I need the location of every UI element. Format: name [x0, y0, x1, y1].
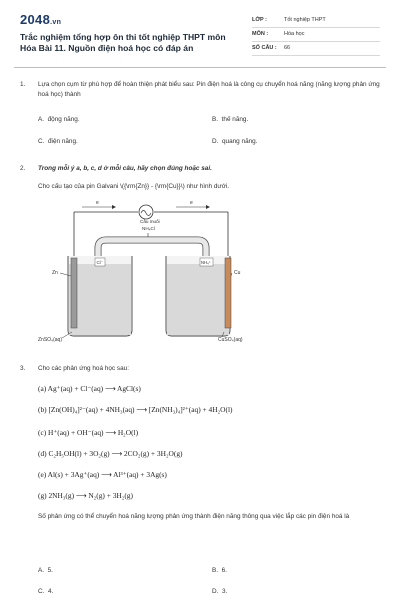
meta-count [252, 45, 290, 51]
meta-class [252, 17, 326, 23]
question-number: 1. [20, 81, 26, 88]
option-letter: C. [38, 138, 45, 145]
option-text: động năng. [47, 116, 80, 123]
reaction-c: (c) H⁺(aq) + OH⁻(aq) ⟶ H₂O(l) [38, 428, 139, 437]
question-text: Cho cấu tạo của pin Galvani \({\rm{Zn}} - {\rm{Cu}}\) như hình dưới. [38, 183, 230, 190]
option-a[interactable] [38, 116, 80, 123]
reaction-b: (b) [Zn(OH)₄]²⁻(aq) + 4NH₃(aq) ⟶ [Zn(NH₃)₄]²⁺(aq) + 4H₂O(l) [38, 405, 233, 414]
page-title: Trắc nghiệm tổng hợp ôn thi tốt nghiệp THPT môn Hóa Bài 11. Nguồn điện hoá học có đáp án [20, 32, 226, 53]
right-solution-label: CuSO₄(aq) [218, 337, 243, 343]
meta-key: LỚP : [252, 17, 267, 23]
header-divider [14, 67, 386, 68]
meter-icon [139, 205, 153, 219]
option-a[interactable] [38, 567, 53, 574]
option-letter: A. [38, 116, 45, 123]
meta-subject [252, 31, 305, 37]
option-letter: C. [38, 588, 45, 595]
option-b[interactable] [212, 567, 227, 574]
divider [252, 27, 380, 28]
site-logo[interactable] [20, 12, 61, 27]
right-solution [167, 264, 229, 335]
divider [252, 41, 380, 42]
salt-bridge-label: Cầu muối [140, 219, 160, 224]
option-d[interactable] [212, 588, 227, 595]
option-text: 3. [221, 588, 228, 595]
salt-label: NH₄Cl [142, 226, 155, 231]
meta-key: SỐ CÂU : [252, 45, 277, 51]
ammonium-ion-label: NH₄⁺ [201, 260, 211, 265]
left-solution [69, 264, 131, 335]
reaction-g: (g) 2NH₃(g) ⟶ N₂(g) + 3H₂(g) [38, 491, 133, 500]
meta-value: 66 [284, 45, 291, 51]
meta-value: Hóa học [284, 31, 305, 37]
electron-label: e [190, 200, 193, 206]
option-letter: A. [38, 567, 45, 574]
zn-electrode [71, 258, 77, 328]
option-text: thế năng. [221, 116, 249, 123]
cu-electrode [225, 258, 231, 328]
reaction-a: (a) Ag⁺(aq) + Cl⁻(aq) ⟶ AgCl(s) [38, 384, 141, 393]
chloride-ion-label: Cl⁻ [96, 260, 103, 265]
option-letter: B. [212, 567, 219, 574]
option-text: 6. [221, 567, 227, 574]
question-number: 2. [20, 165, 26, 172]
option-text: quang năng. [221, 138, 258, 145]
reaction-d: (d) C₂H₅OH(l) + 3O₂(g) ⟶ 2CO₂(g) + 3H₂O(g) [38, 449, 183, 458]
meta-key: MÔN : [252, 31, 269, 37]
option-text: điện năng. [47, 138, 78, 145]
arrowhead-icon [112, 205, 116, 209]
option-letter: D. [212, 138, 219, 145]
question-text: Lựa chọn cụm từ phù hợp để hoàn thiện phát biểu sau: Pin điện hoá là công cụ chuyển hoá năng (năng lượng phản ứng hoá học) thành [38, 81, 380, 98]
galvanic-cell-diagram [38, 198, 246, 348]
option-c[interactable] [38, 588, 53, 595]
question-prompt: Số phản ứng có thể chuyển hoá năng lượng phản ứng thành điện năng thông qua việc lắp các pin điện hoá là [38, 513, 350, 520]
logo-text: 2048 [20, 12, 51, 27]
cu-label: Cu [234, 270, 241, 276]
option-c[interactable] [38, 138, 78, 145]
question-heading: Trong mỗi ý a, b, c, d ở mỗi câu, hãy chọn đúng hoặc sai. [38, 165, 212, 172]
zn-label: Zn [52, 270, 58, 276]
question-number: 3. [20, 365, 26, 372]
left-solution-label: ZnSO₄(aq) [38, 337, 62, 343]
arrowhead-icon [206, 205, 210, 209]
meta-value: Tốt nghiệp THPT [284, 17, 326, 23]
logo-suffix: .vn [50, 19, 62, 26]
option-b[interactable] [212, 116, 248, 123]
reaction-e: (e) Al(s) + 3Ag⁺(aq) ⟶ Al³⁺(aq) + 3Ag(s) [38, 470, 167, 479]
option-text: 5. [47, 567, 53, 574]
option-text: 4. [47, 588, 54, 595]
option-letter: D. [212, 588, 219, 595]
divider [252, 55, 380, 56]
option-d[interactable] [212, 138, 258, 145]
option-letter: B. [212, 116, 219, 123]
electron-label: e [96, 200, 99, 206]
question-text: Cho các phản ứng hoá học sau: [38, 365, 129, 372]
